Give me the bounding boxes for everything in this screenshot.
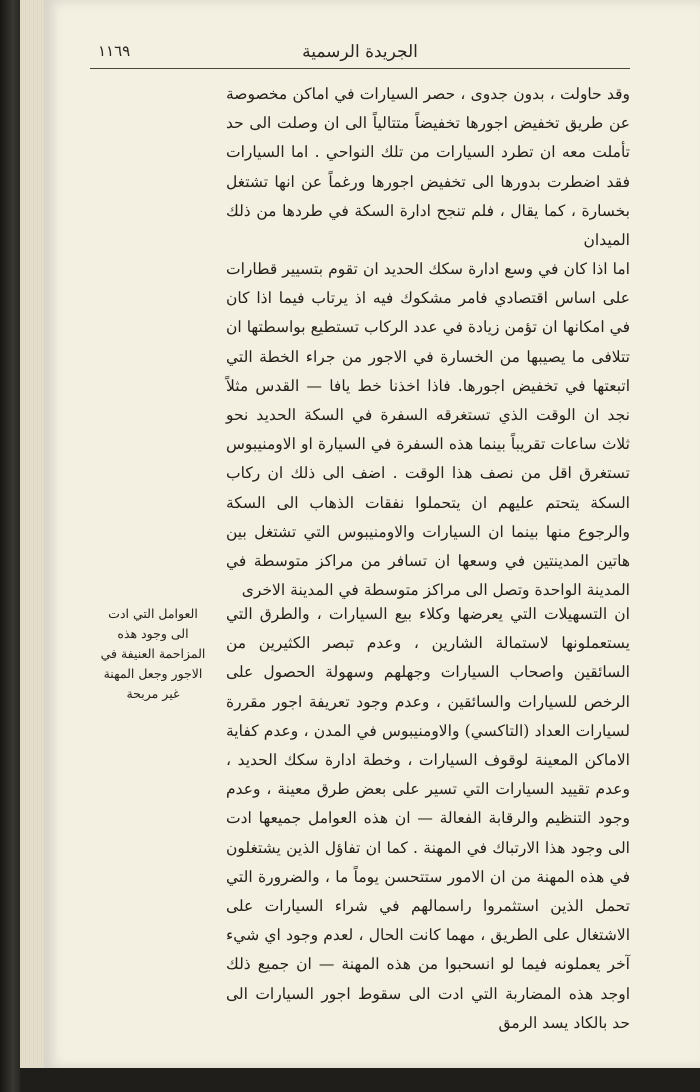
paragraph-text: اما اذا كان في وسع ادارة سكك الحديد ان تقوم بتسيير قطارات على اساس اقتصادي فامر مشكوك فيه اذ يرتاب فيما اذا كان في امكانها ان تؤمن زيادة في عدد الركاب تستطيع بواسطتها ان تتلافى ما يصيبها من الخسارة في الاجور من جراء الخطة التي اتبعتها في تخفيض اجورها. فاذا اخذنا خط يافا — القدس مثلاً نجد ان الوقت الذي تستغرقه السفرة في السكة الحديد نحو ثلاث ساعات تقريباً بينما هذه السفرة في السيارة او الاومنيبوس تستغرق اقل من نصف هذا الوقت . اضف الى ذلك ان ركاب السكة يتحتم عليهم ان يتحملوا نفقات الذهاب الى السكة والرجوع منها بينما ان السيارات والاومنيبوس التي تشتغل بين هاتين المدينتين في وسعها ان تسافر من مراكز متوسطة في المدينة الواحدة وتصل الى مراكز متوسطة في المدينة الاخرى	[226, 260, 631, 600]
paragraph-1	[226, 80, 630, 255]
margin-note: العوامل التي ادت الى وجود هذه المزاحمة العنيفة في الاجور وجعل المهنة غير مربحة	[100, 606, 206, 701]
page-number: ١١٦٩	[98, 42, 131, 60]
paragraph-2	[226, 255, 630, 605]
page-bottom-shadow	[20, 1068, 700, 1092]
paragraph-3	[226, 600, 630, 1038]
journal-title: الجريدة الرسمية	[302, 42, 418, 62]
book-binding	[0, 0, 22, 1092]
page-header	[90, 42, 630, 69]
page-edges	[20, 0, 46, 1092]
paragraph-text: ان التسهيلات التي يعرضها وكلاء بيع السيارات ، والطرق التي يستعملونها لاستمالة الشارين ، وعدم تبصر الكثيرين من السائقين واصحاب السيارات وجهلهم وسهولة الحصول على الرخص للسيارات والسائقين ، وعدم وجود تعريفة اجور مقررة لسيارات العداد (التاكسي) والاومنيبوس في المدن ، وعدم كفاية الاماكن المعينة لوقوف السيارات ، وخطة ادارة سكك الحديد ، وعدم تقييد السيارات التي تسير على بعض طرق معينة ، وعدم وجود التنظيم والرقابة الفعالة — ان هذه العوامل جميعها ادت الى وجود هذا الارتباك في المهنة . كما ان تفاؤل الذين يشتغلون في هذه المهنة من ان الامور ستتحسن يوماً ما ، والضرورة التي تحمل الذين استثمروا راسمالهم في شراء السيارات على الاشتغال على الطريق ، مهما كانت الحال ، لعدم وجود اي شيء آخر يعملونه فيما لو انسحبوا من هذه المهنة — ان جميع ذلك اوجد هذه المضاربة التي ادت الى سقوط اجور السيارات الى حد بالكاد يسد الرمق	[226, 605, 630, 1032]
paragraph-text: وقد حاولت ، بدون جدوى ، حصر السيارات في اماكن مخصوصة عن طريق تخفيض اجورها تخفيضاً متتالياً الى ان وصلت الى حد تأملت معه ان تطرد السيارات من تلك النواحي . اما السيارات فقد اضطرت بدورها الى تخفيض اجورها ورغماً عن انها تشتغل بخسارة ، كما يقال ، فلم تنجح ادارة السكة في طردها من ذلك الميدان	[226, 85, 630, 250]
